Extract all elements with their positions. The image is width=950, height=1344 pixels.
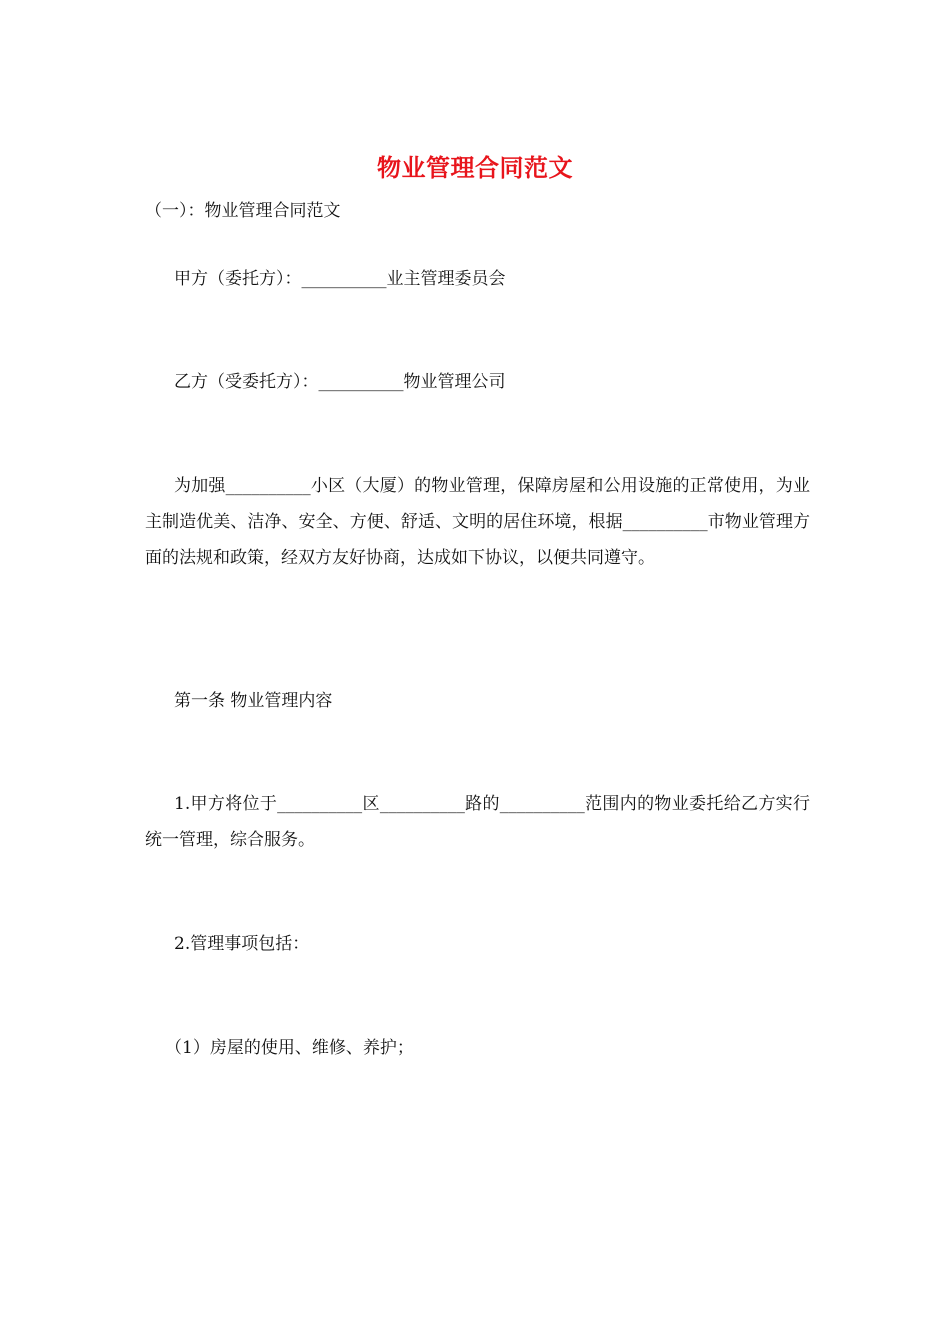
document-title: 物业管理合同范文 <box>377 153 573 182</box>
document-subtitle: （一）：物业管理合同范文 <box>145 201 341 221</box>
party-b-line: 乙方（受委托方）：__________物业管理公司 <box>174 372 506 392</box>
item-2-line: 2.管理事项包括： <box>174 934 310 954</box>
item-2-1-line: （1）房屋的使用、维修、养护； <box>165 1038 414 1058</box>
article-1-heading: 第一条 物业管理内容 <box>174 691 333 711</box>
item-1-paragraph: 1.甲方将位于__________区__________路的__________范围内的物业委托给乙方实行统一管理，综合服务。 <box>145 794 810 850</box>
party-a-line: 甲方（委托方）：__________业主管理委员会 <box>174 269 506 289</box>
intro-paragraph: 为加强__________小区（大厦）的物业管理，保障房屋和公用设施的正常使用，为业主制造优美、洁净、安全、方便、舒适、文明的居住环境，根据__________市物业管理方面的法规和政策，经双方友好协商，达成如下协议，以便共同遵守。 <box>145 476 810 568</box>
